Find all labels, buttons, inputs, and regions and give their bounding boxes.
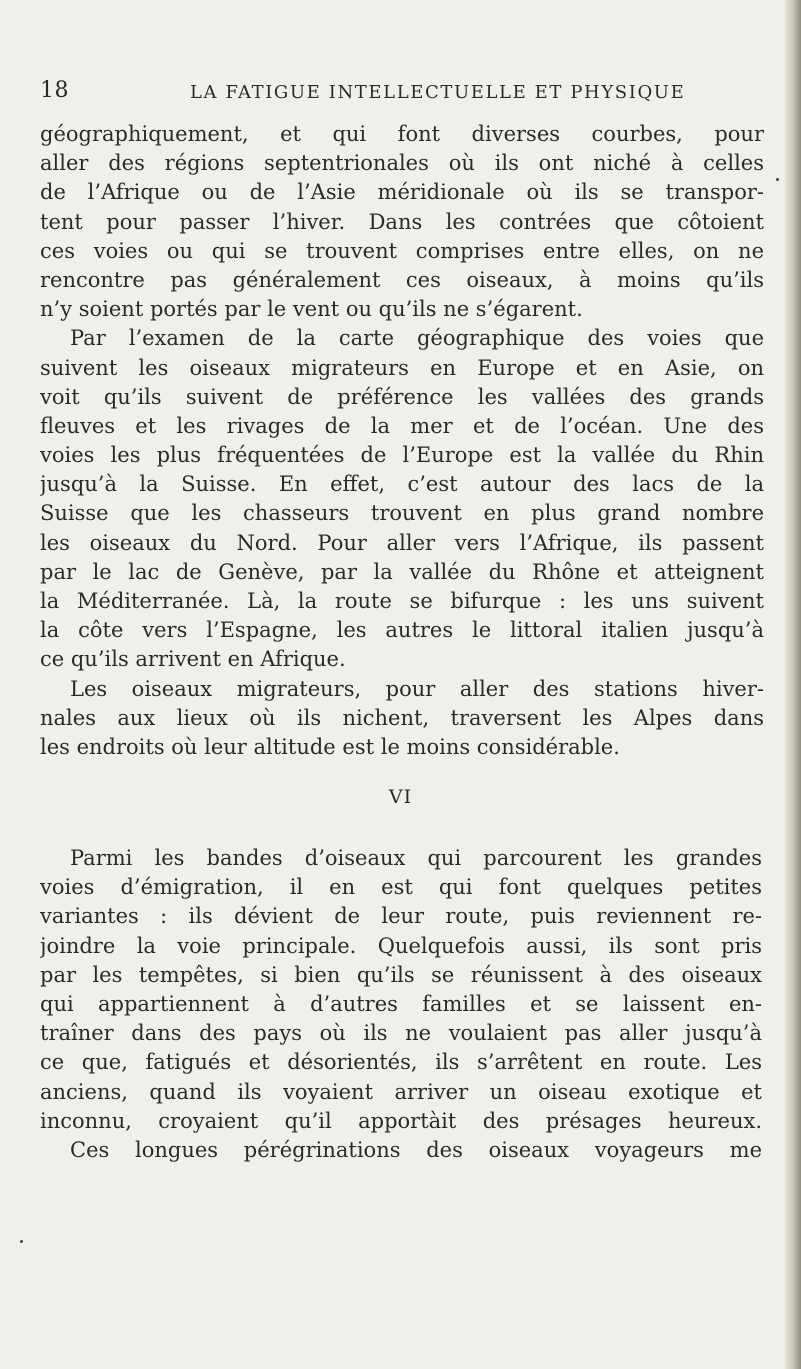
text-line: ce que, fatigués et désorientés, ils s’arrêtent en route. Les: [40, 1050, 762, 1075]
text-line: Parmi les bandes d’oiseaux qui parcourent les grandes: [70, 846, 762, 870]
text-line: anciens, quand ils voyaient arriver un oiseau exotique et: [40, 1079, 762, 1104]
text-line: voies d’émigration, il en est qui font quelques petites: [40, 875, 762, 900]
page-header: [40, 78, 760, 112]
text-line: joindre la voie principale. Quelquefois aussi, ils sont pris: [40, 933, 762, 958]
text-line: voies les plus fréquentées de l’Europe est la vallée du Rhin: [40, 443, 764, 468]
text-line: les endroits où leur altitude est le moins considérable.: [40, 734, 620, 759]
paper-speck: [20, 1240, 23, 1243]
text-line: par le lac de Genève, par la vallée du Rhône et atteignent: [40, 559, 764, 584]
text-line: les oiseaux du Nord. Pour aller vers l’Afrique, ils passent: [40, 530, 764, 555]
text-line: qui appartiennent à d’autres familles et se laissent en-: [40, 991, 762, 1016]
text-line: Suisse que les chasseurs trouvent en plus grand nombre: [40, 501, 764, 526]
text-line: traîner dans des pays où ils ne voulaient pas aller jusqu’à: [40, 1021, 762, 1046]
text-line: fleuves et les rivages de la mer et de l’océan. Une des: [40, 413, 764, 438]
text-line: par les tempêtes, si bien qu’ils se réunissent à des oiseaux: [40, 962, 762, 987]
page-number: 18: [40, 78, 69, 103]
text-line: suivent les oiseaux migrateurs en Europe et en Asie, on: [40, 355, 764, 380]
paper-speck: [776, 178, 779, 181]
text-line: ces voies ou qui se trouvent comprises entre elles, on ne: [40, 238, 764, 263]
text-line: aller des régions septentrionales où ils ont niché à celles: [40, 151, 764, 176]
text-line: de l’Afrique ou de l’Asie méridionale où ils se transpor-: [40, 180, 764, 205]
text-line: variantes : ils dévient de leur route, puis reviennent re-: [40, 904, 762, 929]
text-line: inconnu, croyaient qu’il apportàit des présages heureux.: [40, 1108, 762, 1133]
text-line: Les oiseaux migrateurs, pour aller des stations hiver-: [70, 676, 764, 701]
running-head: LA FATIGUE INTELLECTUELLE ET PHYSIQUE: [190, 82, 686, 103]
text-line: jusqu’à la Suisse. En effet, c’est autour des lacs de la: [40, 472, 764, 497]
text-line: voit qu’ils suivent de préférence les vallées des grands: [40, 384, 764, 409]
text-line: la Méditerranée. Là, la route se bifurque : les uns suivent: [40, 589, 764, 613]
body-text-after-section: [40, 844, 762, 1165]
text-line: ce qu’ils arrivent en Afrique.: [40, 647, 346, 672]
text-line: Par l’examen de la carte géographique des voies que: [70, 326, 764, 351]
body-text-before-section: [40, 120, 764, 762]
text-line: la côte vers l’Espagne, les autres le littoral italien jusqu’à: [40, 618, 764, 643]
text-line: géographiquement, et qui font diverses courbes, pour: [40, 122, 764, 146]
text-line: Ces longues pérégrinations des oiseaux voyageurs me: [70, 1137, 762, 1162]
text-line: nales aux lieux où ils nichent, traversent les Alpes dans: [40, 705, 764, 730]
section-heading: VI: [388, 786, 413, 808]
text-line: tent pour passer l’hiver. Dans les contrées que côtoient: [40, 209, 764, 234]
text-line: n’y soient portés par le vent ou qu’ils ne s’égarent.: [40, 297, 583, 322]
page-edge-shadow: [785, 0, 801, 1369]
text-line: rencontre pas généralement ces oiseaux, à moins qu’ils: [40, 267, 764, 292]
